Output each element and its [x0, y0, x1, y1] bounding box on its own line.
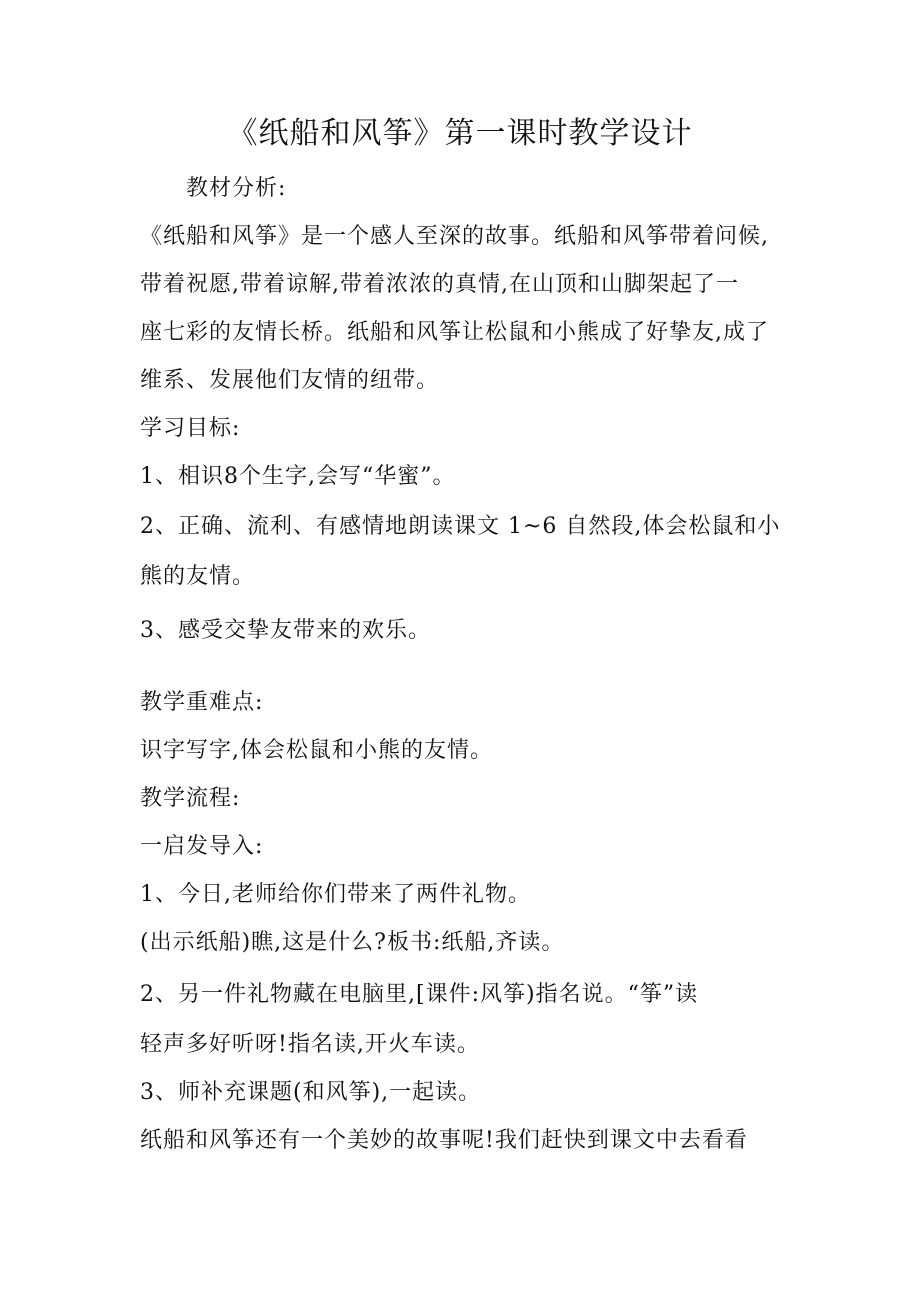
flow-line-4: 轻声多好听呀!指名读,开火车读。: [140, 1032, 480, 1057]
document-title: 《纸船和风筝》第一课时教学设计: [227, 116, 693, 151]
analysis-line-1: 《纸船和风筝》是一个感人至深的故事。纸船和风筝带着问候,: [140, 224, 769, 249]
flow-line-5: 3、师补充课题(和风筝),一起读。: [140, 1080, 482, 1105]
analysis-line-3: 座七彩的友情长桥。纸船和风筝让松鼠和小熊成了好挚友,成了: [140, 320, 769, 345]
goal-item-3: 3、感受交挚友带来的欢乐。: [140, 618, 431, 643]
flow-heading: 教学流程:: [140, 786, 241, 811]
flow-subheading: 一启发导入:: [140, 834, 264, 859]
goals-heading: 学习目标:: [140, 416, 241, 441]
analysis-line-2: 带着祝愿,带着谅解,带着浓浓的真情,在山顶和山脚架起了一: [140, 272, 739, 297]
flow-line-3: 2、另一件礼物藏在电脑里,[课件:风筝)指名说。“筝”读: [140, 982, 699, 1007]
analysis-heading: 教材分析:: [186, 176, 287, 201]
goal-item-1: 1、相识8个生字,会写“华蜜”。: [140, 464, 456, 489]
analysis-line-4: 维系、发展他们友情的纽带。: [140, 368, 440, 393]
goal-item-2: 2、正确、流利、有感情地朗读课文 1~6 自然段,体会松鼠和小: [140, 514, 781, 539]
flow-line-1: 1、今日,老师给你们带来了两件礼物。: [140, 882, 531, 907]
flow-line-2: (出示纸船)瞧,这是什么?板书:纸船,齐读。: [140, 930, 565, 955]
keypoints-heading: 教学重难点:: [140, 690, 264, 715]
goal-item-2-cont: 熊的友情。: [140, 564, 256, 589]
flow-line-6: 纸船和风筝还有一个美妙的故事呢!我们赶快到课文中去看看: [140, 1128, 748, 1153]
keypoints-text: 识字写字,体会松鼠和小熊的友情。: [140, 738, 493, 763]
